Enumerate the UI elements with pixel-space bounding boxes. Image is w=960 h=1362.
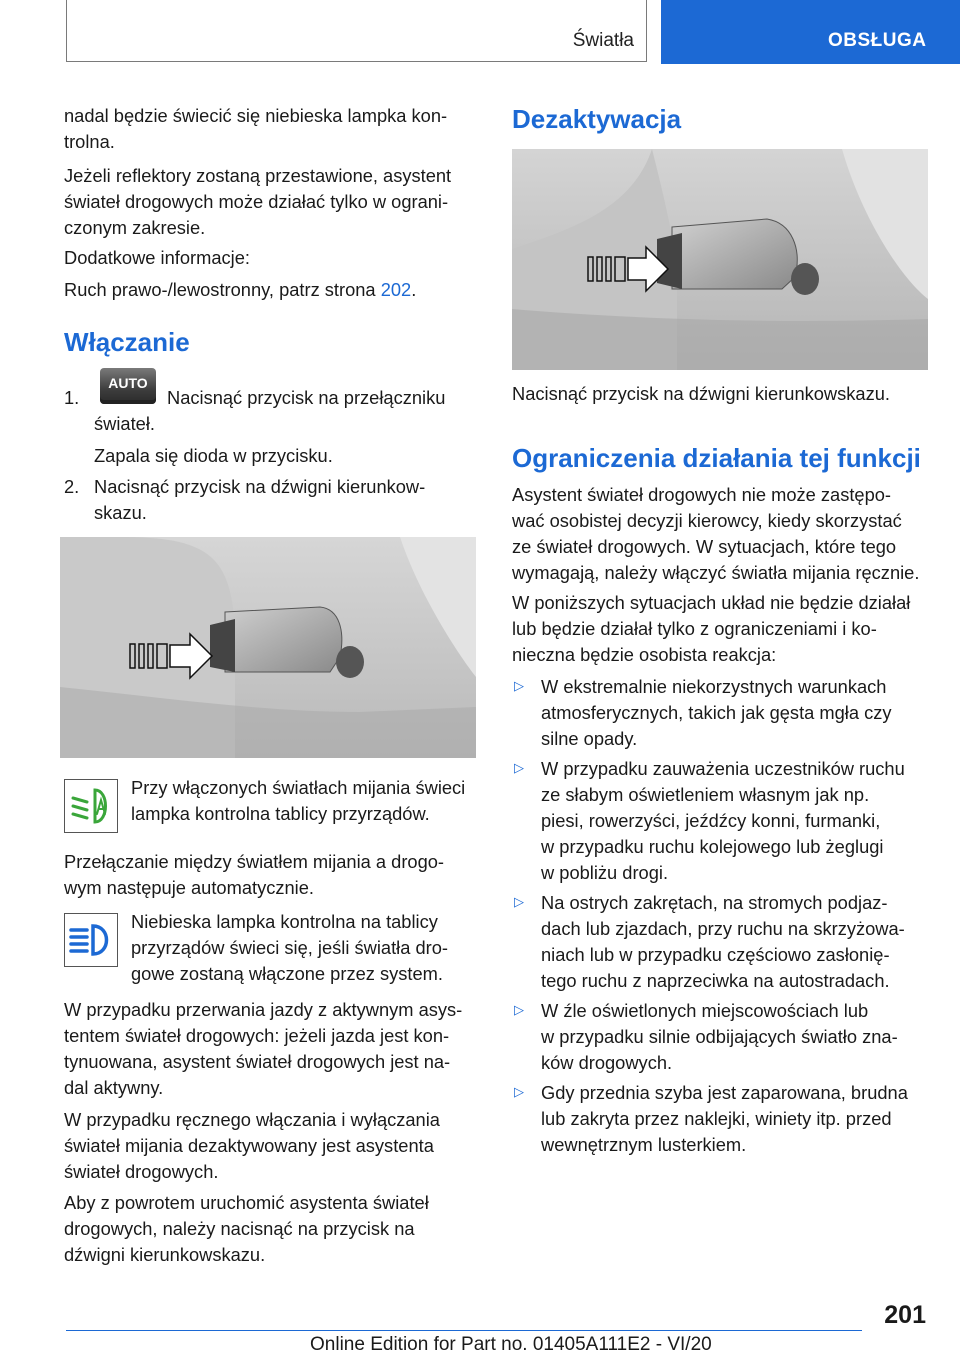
- text-line: ków drogowych.: [541, 1052, 673, 1073]
- text-line: atmosferycznych, takich jak gęsta mgła czy: [541, 702, 892, 723]
- text-line: tentem świateł drogowych: jeżeli jazda jest kon-: [64, 1025, 450, 1046]
- step-number: 1.: [64, 387, 80, 408]
- text-line: świateł drogowych.: [64, 1161, 219, 1182]
- turn-signal-lever-photo: [512, 149, 928, 370]
- section-heading: Włączanie: [64, 327, 190, 357]
- text-line: lampka kontrolna tablicy przyrządów.: [131, 803, 430, 824]
- text-line: Niebieska lampka kontrolna na tablicy: [131, 911, 438, 932]
- text-line: Nacisnąć przycisk na przełączniku: [167, 387, 446, 408]
- text-line: świateł drogowych może działać tylko w ograni-: [64, 191, 449, 212]
- text-line: W ekstremalnie niekorzystnych warunkach: [541, 676, 887, 697]
- text-line: nieczna będzie osobista reakcja:: [512, 644, 777, 665]
- step-number: 2.: [64, 476, 80, 497]
- text-line: wymagają, należy włączyć światła mijania ręcznie.: [512, 562, 920, 583]
- page-number: 201: [884, 1301, 926, 1329]
- text-line: dach lub zjazdach, przy ruchu na skrzyżowa-: [541, 918, 905, 939]
- text-line: trolna.: [64, 131, 115, 152]
- text-line: niach lub w przypadku częściowo zasłonię-: [541, 944, 890, 965]
- text-line: Przełączanie między światłem mijania a drogo-: [64, 851, 444, 872]
- text-line: skazu.: [94, 502, 147, 523]
- section-tab[interactable]: [661, 0, 960, 64]
- text-line: W poniższych sytuacjach układ nie będzie działał: [512, 592, 911, 613]
- text-line: Nacisnąć przycisk na dźwigni kierunkow-: [94, 476, 426, 497]
- page-link[interactable]: 202: [380, 279, 412, 300]
- section-heading: Dezaktywacja: [512, 104, 682, 134]
- text-line: W przypadku przerwania jazdy z aktywnym asys-: [64, 999, 463, 1020]
- text-line: w przypadku silnie odbijających światło zna-: [541, 1026, 898, 1047]
- text: Ruch prawo-/lewostronny, patrz strona: [64, 279, 381, 300]
- auto-button-icon: AUTO: [100, 368, 156, 404]
- text-line: W źle oświetlonych miejscowościach lub: [541, 1000, 869, 1021]
- text-line: w przypadku ruchu kolejowego lub żeglugi: [541, 836, 884, 857]
- bullet-icon: ▷: [514, 760, 524, 775]
- chapter-title: Światła: [572, 30, 634, 51]
- text-line: W przypadku zauważenia uczestników ruchu: [541, 758, 905, 779]
- text-line: świateł mijania dezaktywowany jest asystenta: [64, 1135, 434, 1156]
- turn-signal-lever-photo: [60, 537, 476, 758]
- text-line: wym następuje automatycznie.: [64, 877, 314, 898]
- text-line: Jeżeli reflektory zostaną przestawione, asystent: [64, 165, 452, 186]
- text-line: W przypadku ręcznego włączania i wyłączania: [64, 1109, 440, 1130]
- photo-caption: Nacisnąć przycisk na dźwigni kierunkowskazu.: [512, 383, 890, 404]
- text-line: lub będzie działał tylko z ograniczeniami i ko-: [512, 618, 877, 639]
- low-beam-indicator-icon: [64, 779, 118, 833]
- bullet-icon: ▷: [514, 678, 524, 693]
- footer-divider: [66, 1330, 862, 1331]
- text: .: [411, 279, 417, 300]
- text-line: Asystent świateł drogowych nie może zastępo-: [512, 484, 892, 505]
- text-line: lub zakryta przez naklejki, winiety itp. przed: [541, 1108, 892, 1129]
- text-line: tego ruchu z naprzeciwka na autostradach.: [541, 970, 890, 991]
- text-line: czonym zakresie.: [64, 217, 206, 238]
- header-box: [66, 0, 647, 62]
- text-line: gowe zostaną włączone przez system.: [131, 963, 443, 984]
- text-line: przyrządów świeci się, jeśli światła dro-: [131, 937, 448, 958]
- text-line: Dodatkowe informacje:: [64, 247, 250, 268]
- bullet-icon: ▷: [514, 1002, 524, 1017]
- text-line: silne opady.: [541, 728, 638, 749]
- section-heading: Ograniczenia działania tej funkcji: [512, 443, 921, 473]
- text-line: drogowych, należy nacisnąć na przycisk na: [64, 1218, 415, 1239]
- bullet-icon: ▷: [514, 1084, 524, 1099]
- text-line: Zapala się dioda w przycisku.: [94, 445, 333, 466]
- text-line: piesi, rowerzyści, jeźdźcy konni, furmanki,: [541, 810, 881, 831]
- text-line: tynuowana, asystent świateł drogowych jest na-: [64, 1051, 451, 1072]
- text-line: Aby z powrotem uruchomić asystenta świateł: [64, 1192, 429, 1213]
- high-beam-indicator-icon: [64, 913, 118, 967]
- text-line: ze słabym oświetleniem własnym jak np.: [541, 784, 870, 805]
- text-line: Na ostrych zakrętach, na stromych podjaz-: [541, 892, 888, 913]
- text-line: dal aktywny.: [64, 1077, 164, 1098]
- text-line: [64, 277, 416, 303]
- section-tab-label: OBSŁUGA: [828, 30, 927, 51]
- text-line: wewnętrznym lusterkiem.: [541, 1134, 747, 1155]
- text-line: dźwigni kierunkowskazu.: [64, 1244, 266, 1265]
- text-line: nadal będzie świecić się niebieska lampka kon-: [64, 105, 448, 126]
- footer-edition: Online Edition for Part no. 01405A111E2 - VI/20: [310, 1334, 712, 1355]
- text-line: wać osobistej decyzji kierowcy, kiedy skorzystać: [512, 510, 902, 531]
- text-line: w pobliżu drogi.: [541, 862, 669, 883]
- text-line: ze świateł drogowych. W sytuacjach, które tego: [512, 536, 897, 557]
- bullet-icon: ▷: [514, 894, 524, 909]
- text-line: Gdy przednia szyba jest zaparowana, brudna: [541, 1082, 908, 1103]
- text-line: świateł.: [94, 413, 155, 434]
- text-line: Przy włączonych światłach mijania świeci: [131, 777, 466, 798]
